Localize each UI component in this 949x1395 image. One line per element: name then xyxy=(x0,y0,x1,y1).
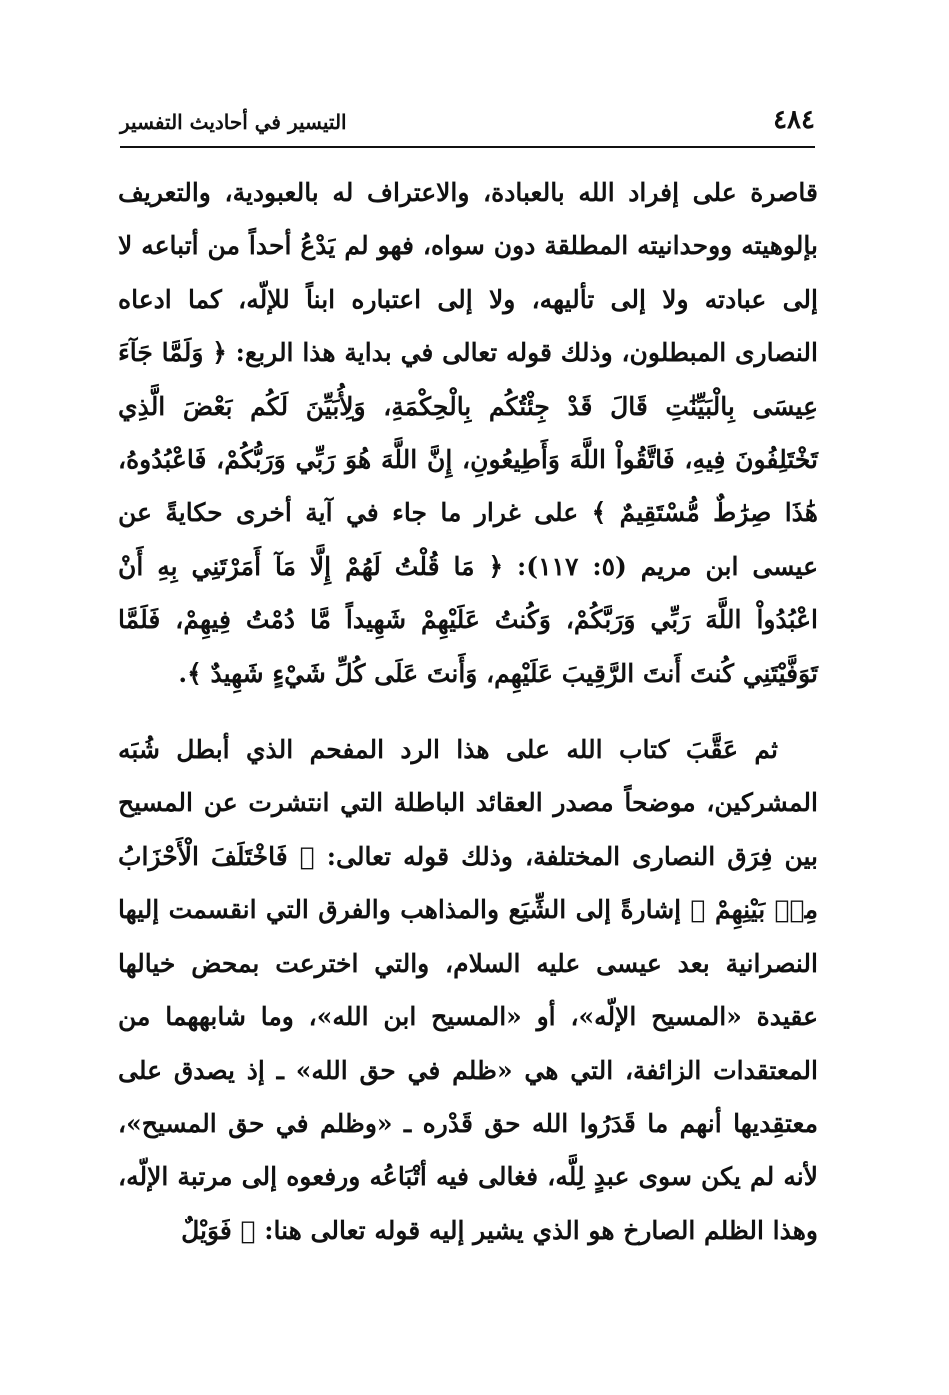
paragraph-1: قاصرة على إفراد الله بالعبادة، والاعتراف له بالعبودية، والتعريف بإلوهيته ووحدانيته المطلقة دون سواه، فهو لم يَدْعُ أحداً من أتباعه لا إلى عبادته ولا إلى تأليهه، ولا إلى اعتباره ابناً للإلّه، كما ادعاه النصارى المبطلون، وذلك قوله تعالى في بداية هذا الربع: ﴿ وَلَمَّا جَآءَ عِيسَى بِالْبَيِّنَٰتِ قَالَ قَدْ جِئْتُكُم بِالْحِكْمَةِ، وَلِأُبَيِّنَ لَكُم بَعْضَ الَّذِي تَخْتَلِفُونَ فِيهِ، فَاتَّقُواْ اللَّهَ وَأَطِيعُونِ، إِنَّ اللَّهَ هُوَ رَبِّي وَرَبُّكُمْ، فَاعْبُدُوهُ، هَٰذَا صِرَٰطٌ مُّسْتَقِيمٌ ﴾ على غرار ما جاء في آية أخرى حكايةً عن عيسى ابن مريم (٥: ١١٧): ﴿ مَا قُلْتُ لَهُمْ إِلَّا مَآ أَمَرْتَنِي بِهِ أَنْ اعْبُدُواْ اللَّهَ رَبِّي وَرَبَّكُمْ، وَكُنتُ عَلَيْهِمْ شَهِيداً مَّا دُمْتُ فِيهِمْ، فَلَمَّا تَوَفَّيْتَنِي كُنتَ أَنتَ الرَّقِيبَ عَلَيْهِم، وَأَنتَ عَلَى كُلِّ شَيْءٍ شَهِيدٌ ﴾. xyxy=(118,178,818,688)
paragraph-2: ثم عَقَّبَ كتاب الله على هذا الرد المفحم الذي أبطل شُبَه المشركين، موضحاً مصدر العقائد الباطلة التي انتشرت عن المسيح بين فِرَق النصارى المختلفة، وذلك قوله تعالى: ﴿ فَاخْتَلَفَ الْأَحْزَابُ مِنۢ بَيْنِهِمْ ﴾ إشارةً إلى الشِّيَع والمذاهب والفرق التي انقسمت إليها النصرانية بعد عيسى عليه السلام، والتي اخترعت بمحض خيالها عقيدة «المسيح الإلّه»، أو «المسيح ابن الله»، وما شابههما من المعتقدات الزائفة، التي هي «ظلم في حق الله» ـ إذ يصدق على معتقِديها أنهم ما قَدَرُوا الله حق قَدْره ـ «وظلم في حق المسيح»، لأنه لم يكن سوى عبدٍ لِلَّه، فغالى فيه أتْبَاعُه ورفعوه إلى مرتبة الإلّه، وهذا الظلم الصارخ هو الذي يشير إليه قوله تعالى هنا: ﴿ فَوَيْلٌ xyxy=(118,735,818,1245)
page-number: ٤٨٤ xyxy=(773,105,815,135)
page-header xyxy=(120,100,815,148)
running-title: التيسير في أحاديث التفسير xyxy=(120,110,347,134)
body-text xyxy=(118,166,818,1257)
